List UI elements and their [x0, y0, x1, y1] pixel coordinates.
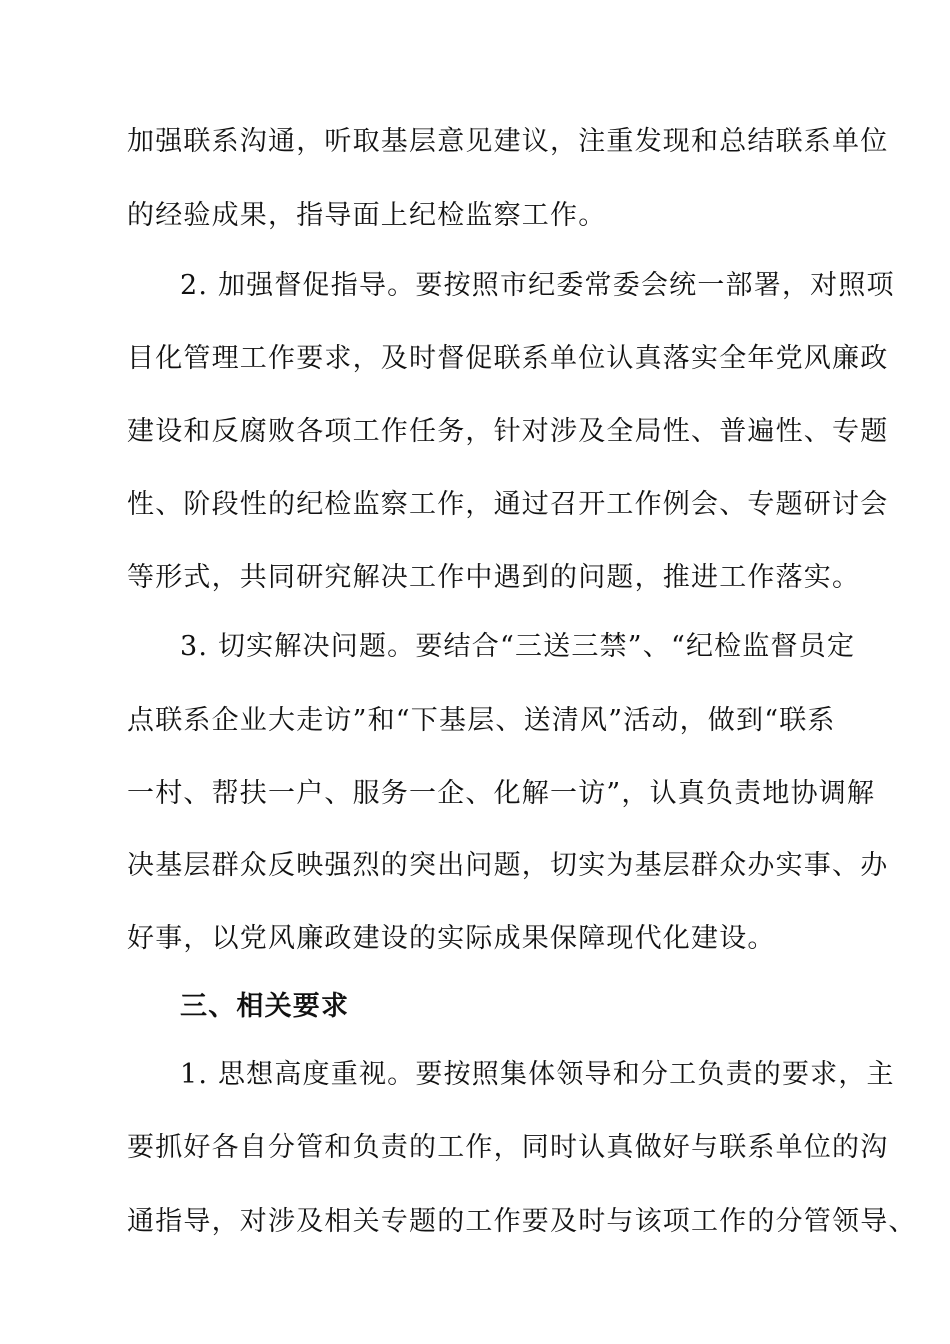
paragraph-line: 点联系企业大走访”和“下基层、送清风”活动，做到“联系 [127, 705, 836, 736]
paragraph-line: 目化管理工作要求，及时督促联系单位认真落实全年党风廉政 [127, 343, 889, 374]
paragraph-line: 加强联系沟通，听取基层意见建议，注重发现和总结联系单位 [127, 126, 889, 157]
paragraph-line: 3. 切实解决问题。要结合“三送三禁”、“纪检监督员定 [180, 631, 856, 662]
paragraph-line: 等形式，共同研究解决工作中遇到的问题，推进工作落实。 [127, 562, 861, 593]
paragraph-line: 决基层群众反映强烈的突出问题，切实为基层群众办实事、办 [127, 850, 889, 881]
paragraph-line: 通指导，对涉及相关专题的工作要及时与该项工作的分管领导、 [127, 1206, 917, 1237]
paragraph-line: 好事，以党风廉政建设的实际成果保障现代化建设。 [127, 923, 776, 954]
paragraph-line: 要抓好各自分管和负责的工作，同时认真做好与联系单位的沟 [127, 1132, 889, 1163]
paragraph-line: 建设和反腐败各项工作任务，针对涉及全局性、普遍性、专题 [127, 416, 889, 447]
paragraph-line: 2. 加强督促指导。要按照市纪委常委会统一部署，对照项 [180, 270, 895, 301]
paragraph-line: 的经验成果，指导面上纪检监察工作。 [127, 200, 607, 231]
paragraph-line: 一村、帮扶一户、服务一企、化解一访”，认真负责地协调解 [127, 778, 876, 809]
section-heading: 三、相关要求 [180, 991, 350, 1022]
paragraph-line: 性、阶段性的纪检监察工作，通过召开工作例会、专题研讨会 [127, 489, 889, 520]
paragraph-line: 1. 思想高度重视。要按照集体领导和分工负责的要求，主 [180, 1059, 895, 1090]
